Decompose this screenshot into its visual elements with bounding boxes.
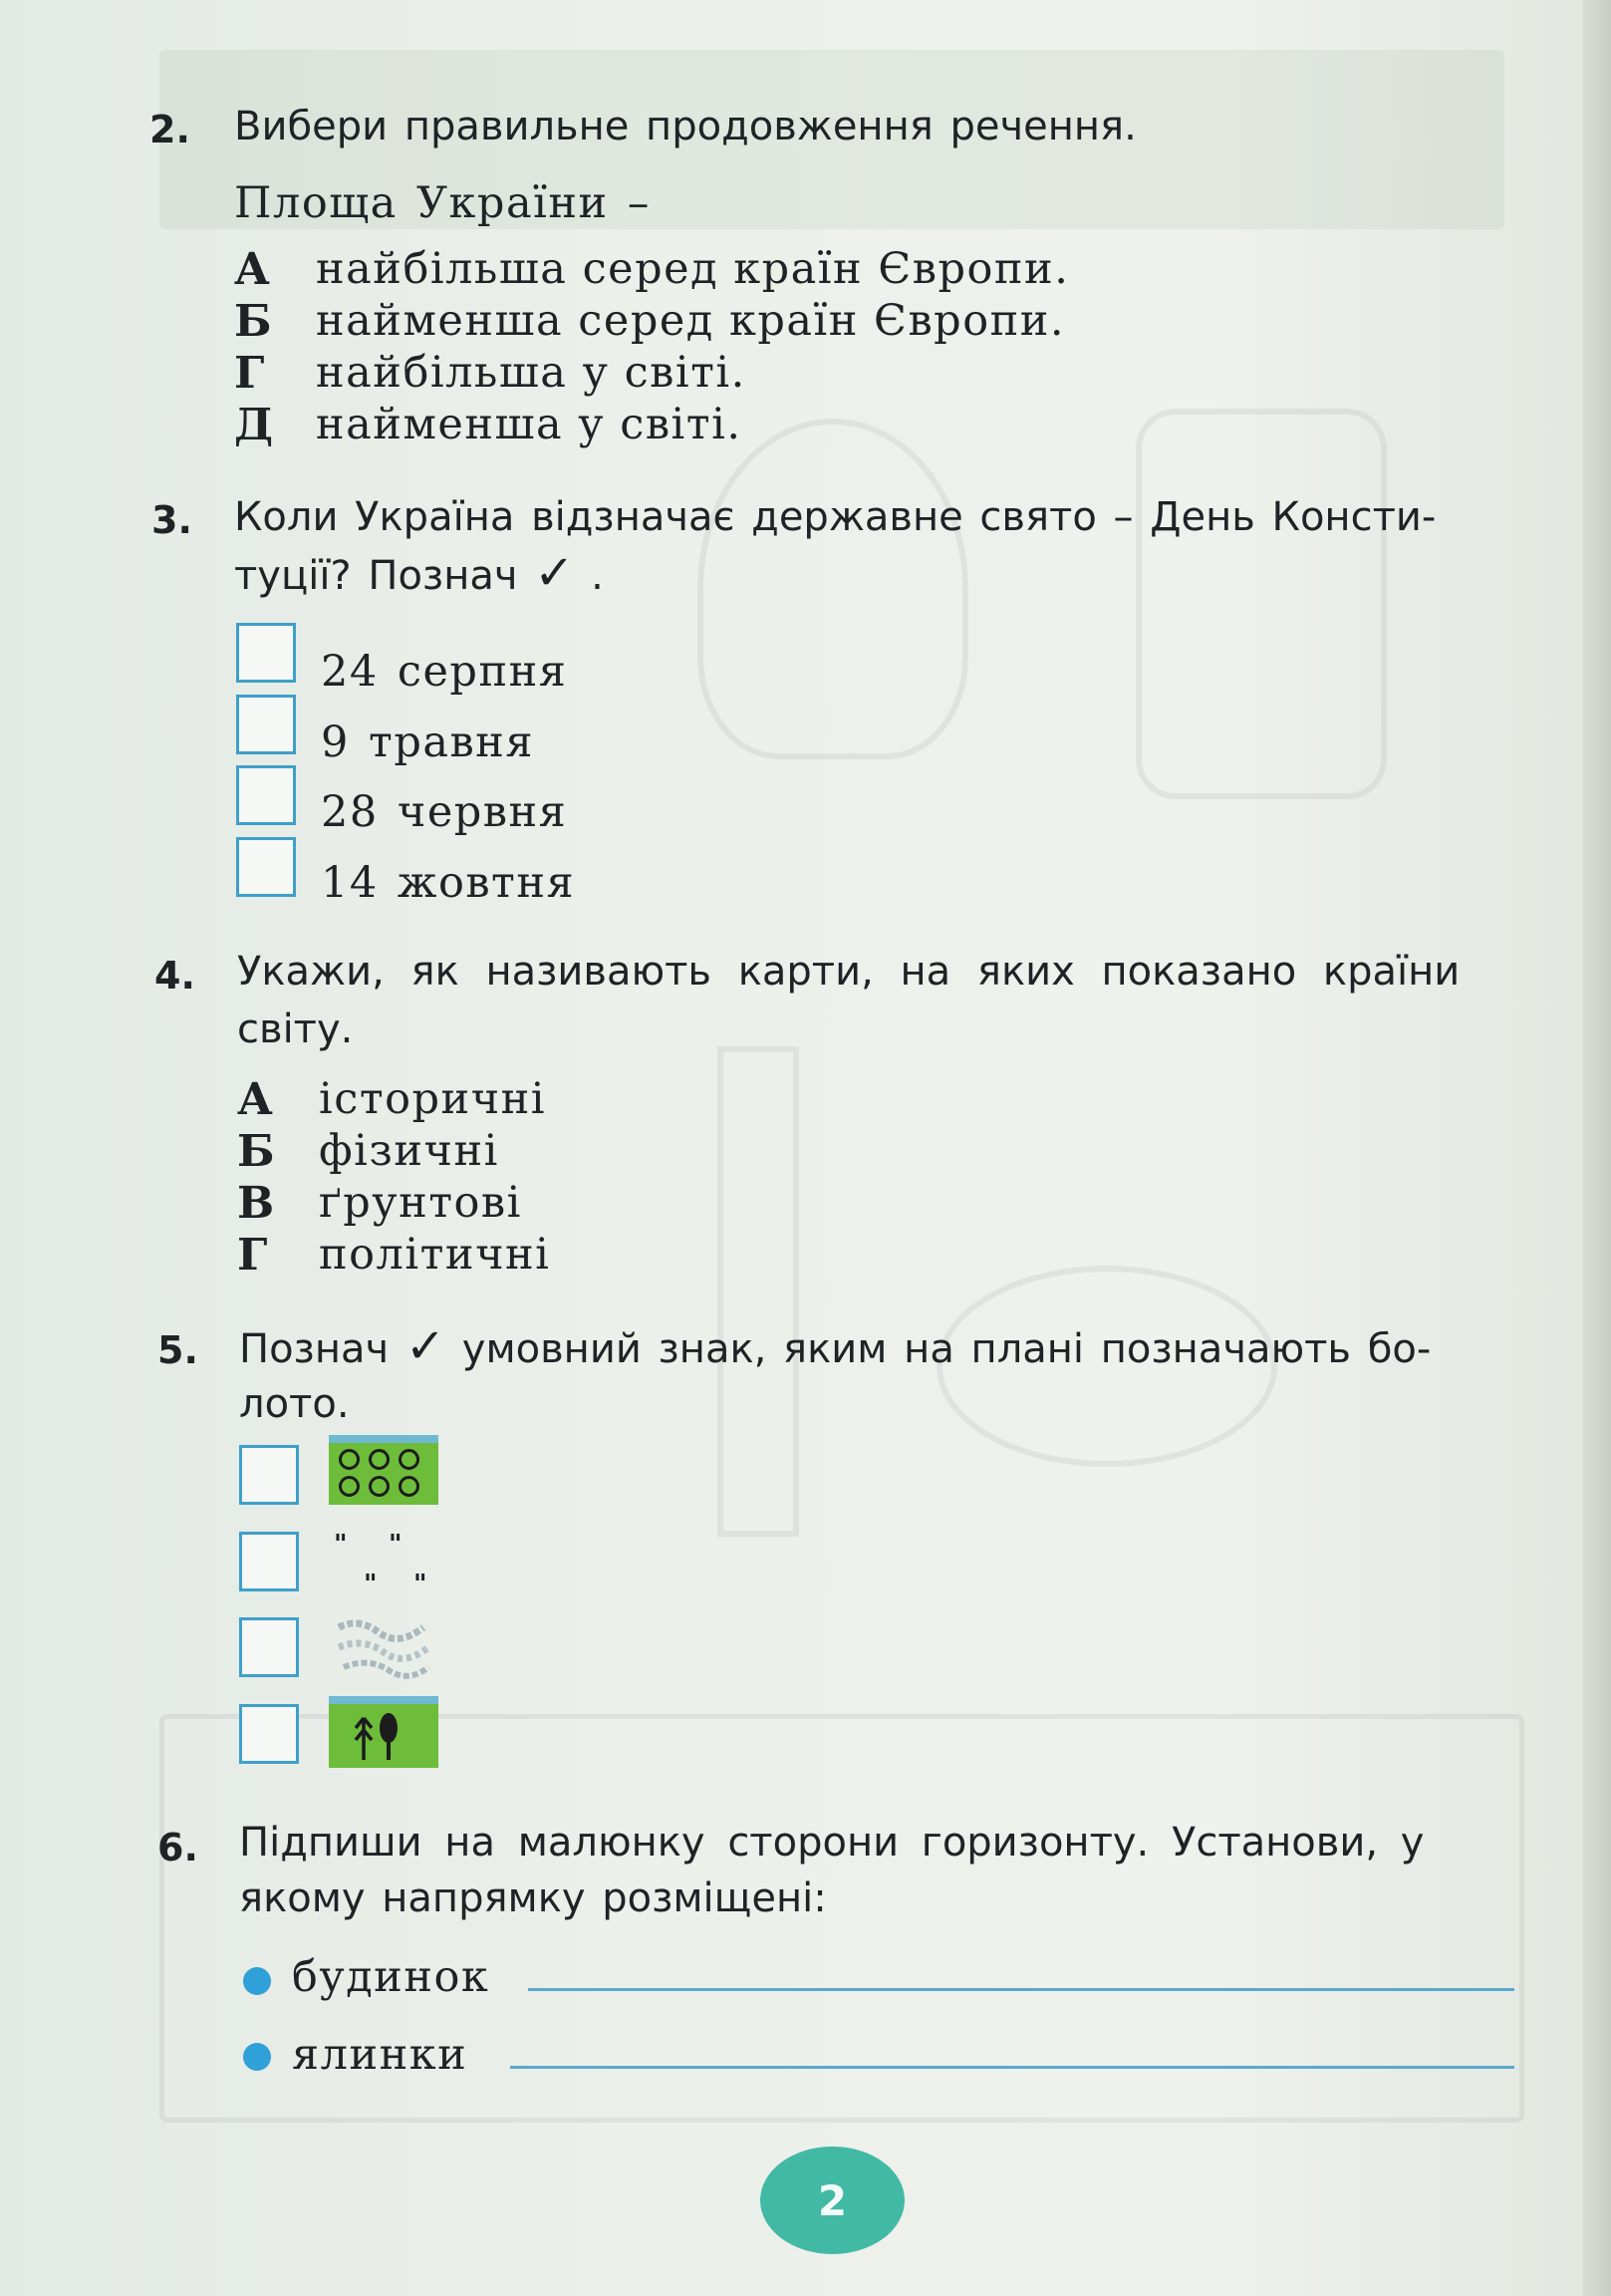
question-text: . — [591, 553, 604, 599]
option-letter: Б — [237, 1126, 275, 1177]
date-label: 24 серпня — [321, 647, 568, 697]
task-question-line2: якому напрямку розміщені: — [239, 1875, 827, 1921]
task-question: Коли Україна відзначає державне свято – День Консти- — [234, 494, 1437, 540]
task-question-line2 — [234, 544, 604, 605]
task-number: 6. — [157, 1826, 198, 1869]
task-question: Укажи, як називають карти, на яких показано країни — [237, 949, 1461, 995]
task-number: 2. — [149, 108, 190, 151]
task-number: 3. — [151, 498, 192, 542]
option-text: найменша серед країн Європи. — [316, 296, 1066, 346]
task-question: Підпиши на малюнку сторони горизонту. Установи, у — [239, 1820, 1425, 1866]
date-label: 9 травня — [321, 718, 534, 767]
option-text: політичні — [319, 1230, 551, 1280]
page-number-badge: 2 — [760, 2147, 905, 2254]
grass-tufts-symbol-icon: " " " " — [334, 1530, 427, 1599]
option-text: найменша у світі. — [316, 400, 742, 449]
bullet-icon — [243, 2043, 271, 2071]
answer-checkbox[interactable] — [239, 1617, 299, 1677]
show-through-shape — [717, 1046, 799, 1537]
option-text: фізичні — [319, 1126, 499, 1176]
option-text: найбільша серед країн Європи. — [316, 244, 1070, 294]
option-letter: А — [234, 244, 270, 295]
answer-checkbox[interactable] — [236, 695, 296, 754]
show-through-shape — [697, 419, 968, 759]
show-through-shape — [1136, 409, 1387, 799]
option-letter: Б — [234, 296, 272, 347]
answer-checkbox[interactable] — [239, 1532, 299, 1591]
item-label: будинок — [292, 1952, 490, 2002]
bullet-icon — [243, 1967, 271, 1995]
option-letter: Г — [234, 348, 265, 399]
answer-checkbox[interactable] — [239, 1704, 299, 1764]
answer-checkbox[interactable] — [239, 1445, 299, 1505]
option-letter: Г — [237, 1230, 268, 1281]
answer-line[interactable] — [510, 2066, 1514, 2069]
question-text: умовний знак, яким на плані позначають бо- — [461, 1326, 1432, 1372]
date-label: 28 червня — [321, 787, 568, 837]
task-question-line2: світу. — [237, 1006, 354, 1052]
task-number: 4. — [154, 954, 195, 998]
page-edge — [1583, 0, 1611, 2296]
option-letter: Д — [234, 400, 274, 450]
task-question-line2: лото. — [239, 1381, 350, 1427]
circles-symbol-icon — [329, 1435, 438, 1505]
question-text: туції? Познач — [234, 553, 518, 599]
question-text: Познач — [239, 1326, 390, 1372]
option-letter: А — [237, 1074, 273, 1125]
answer-checkbox[interactable] — [236, 623, 296, 683]
answer-checkbox[interactable] — [236, 765, 296, 825]
task-question — [239, 1317, 1431, 1378]
option-text: найбільша у світі. — [316, 348, 746, 398]
task-lead: Площа України – — [234, 178, 651, 228]
task-number: 5. — [157, 1328, 198, 1372]
marsh-symbol-icon — [334, 1612, 443, 1682]
item-label: ялинки — [292, 2030, 468, 2080]
option-text: ґрунтові — [319, 1178, 522, 1228]
check-mark-icon: ✓ — [534, 545, 575, 601]
task-question: Вибери правильне продовження речення. — [234, 104, 1137, 149]
answer-checkbox[interactable] — [236, 837, 296, 897]
forest-symbol-icon — [329, 1696, 438, 1768]
option-text: історичні — [319, 1074, 547, 1124]
check-mark-icon: ✓ — [404, 1318, 446, 1374]
answer-line[interactable] — [528, 1988, 1514, 1991]
date-label: 14 жовтня — [321, 858, 576, 908]
option-letter: В — [237, 1178, 275, 1229]
